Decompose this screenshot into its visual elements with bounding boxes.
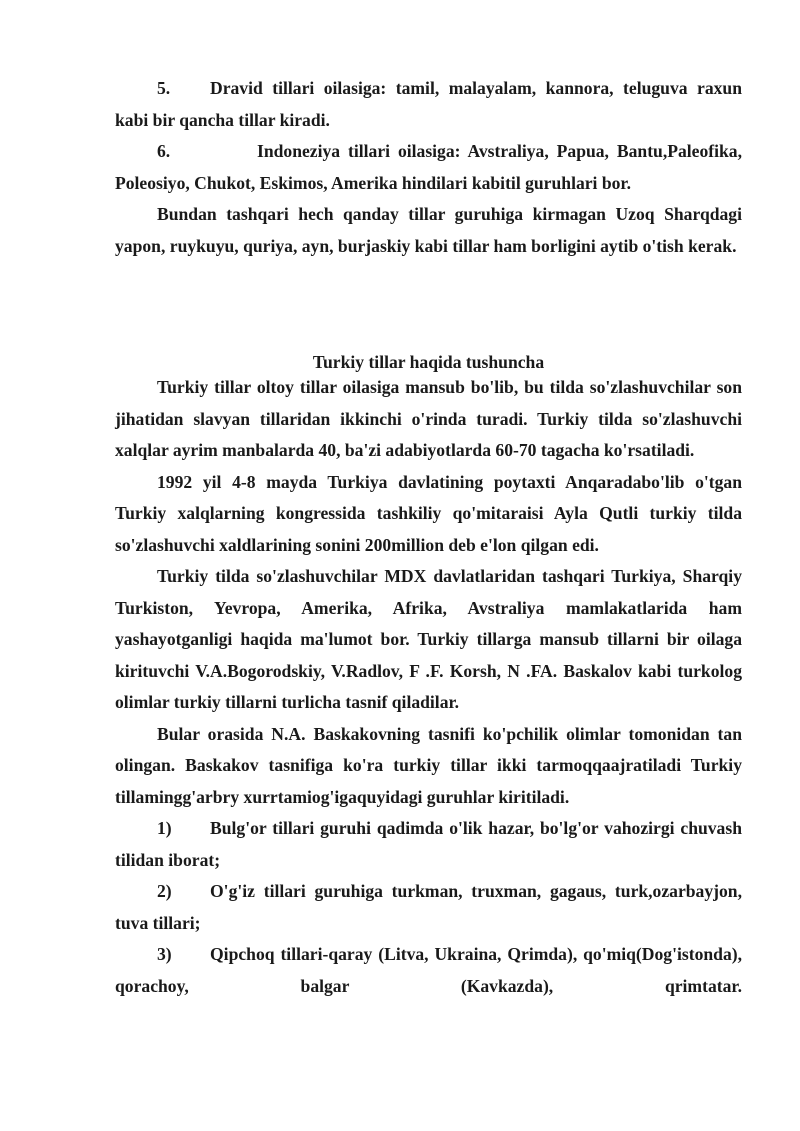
list-text: Dravid tillari oilasiga: tamil, malayalam, kannora, teluguva raxun kabi bir qancha tillar kiradi. (115, 78, 742, 130)
list-item-1 (115, 813, 742, 876)
list-text: Indoneziya tillari oilasiga: Avstraliya, Papua, Bantu,Paleofika, Poleosiyo, Chukot, Eskimos, Amerika hindilari kabitil guruhlari bor. (115, 141, 742, 193)
section-heading: Turkiy tillar haqida tushuncha (312, 352, 545, 372)
list-item-5 (115, 73, 742, 136)
main-section (115, 372, 742, 1002)
paragraph: Turkiy tillar oltoy tillar oilasiga mansub bo'lib, bu tilda so'zlashuvchilar son jihatidan slavyan tillaridan ikkinchi o'rinda turadi. Turkiy tilda so'zlashuvchi xalqlar ayrim manbalarda 40, ba'zi adabiyotlarda 60-70 tagacha ko'rsatiladi. (115, 377, 742, 460)
list-number: 6. (157, 141, 171, 161)
list-item-2 (115, 876, 742, 939)
paragraph: Bular orasida N.A. Baskakovning tasnifi ko'pchilik olimlar tomonidan tan olingan. Baskakov tasnifiga ko'ra turkiy tillar ikki tarmoqqaajratiladi Turkiy tillamingg'arbry xurrtamiog'igaquyidagi guruhlar kiritiladi. (115, 723, 742, 807)
list-item-6 (115, 136, 742, 199)
list-number: 2) (157, 881, 172, 901)
list-number: 5. (157, 78, 171, 98)
list-item-3 (115, 939, 742, 1002)
paragraph: Turkiy tilda so'zlashuvchilar MDX davlatlaridan tashqari Turkiya, Sharqiy Turkiston, Yevropa, Amerika, Afrika, Avstraliya mamlakatlarida ham yashayotganligi haqida ma'lumot bor. Turkiy tillarga mansub tillarni bir oilaga kirituvchi V.A.Bogorodskiy, V.Radlov, F .F. Korsh, N .FA. Baskalov kabi turkolog olimlar turkiy tillarni turlicha tasnif qiladilar. (115, 566, 742, 712)
list-text: Qipchoq tillari-qaray (Litva, Ukraina, Qrimda), qo'miq(Dog'istonda), qorachoy, balgar (Kavkazda), qrimtatar. (115, 944, 742, 996)
list-number: 1) (157, 818, 172, 838)
paragraph: 1992 yil 4-8 mayda Turkiya davlatining poytaxti Anqaradabo'lib o'tgan Turkiy xalqlarning kongressida tashkiliy qo'mitaraisi Ayla Qutli turkiy tilda so'zlashuvchi xaldlarining sonini 200million deb e'lon qilgan edi. (115, 471, 742, 555)
list-text: Bulg'or tillari guruhi qadimda o'lik hazar, bo'lg'or vahozirgi chuvash tilidan iborat; (115, 818, 742, 870)
list-text: O'g'iz tillari guruhiga turkman, truxman, gagaus, turk,ozarbayjon, tuva tillari; (115, 881, 742, 933)
paragraph: Bundan tashqari hech qanday tillar guruhiga kirmagan Uzoq Sharqdagi yapon, ruykuyu, quriya, ayn, burjaskiy kabi tillar ham borligini aytib o'tish kerak. (115, 204, 742, 256)
top-section (115, 73, 742, 262)
list-number: 3) (157, 944, 172, 964)
